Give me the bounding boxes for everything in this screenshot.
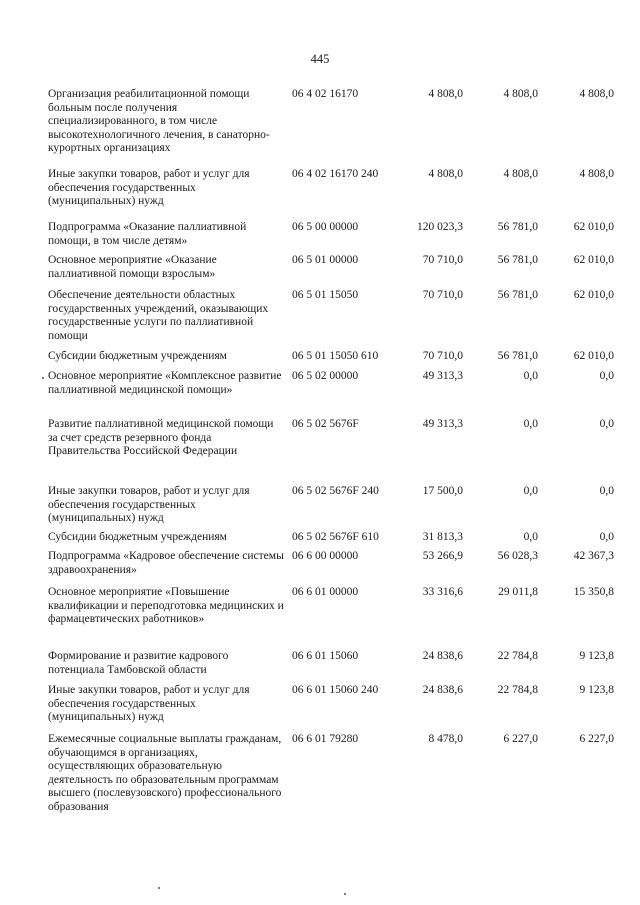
row-value-2: 56 781,0 [497, 350, 538, 362]
row-value-3: 0,0 [599, 370, 614, 382]
row-value-2: 0,0 [523, 418, 538, 430]
row-value-3: 15 350,8 [573, 586, 614, 598]
row-value-3: 62 010,0 [573, 350, 614, 362]
row-value-1: 31 813,3 [422, 531, 463, 543]
row-code: 06 4 02 16170 [292, 88, 359, 100]
row-name: Основное мероприятие «Повышение квалификации и переподготовка медицинских и фармацевтических работников» [48, 586, 284, 626]
row-value-3: 42 367,3 [573, 550, 614, 562]
row-value-1: 24 838,6 [422, 650, 463, 662]
row-value-1: 70 710,0 [422, 350, 463, 362]
row-code: 06 5 01 00000 [292, 254, 359, 266]
row-value-3: 0,0 [599, 531, 614, 543]
scan-speck [158, 887, 160, 889]
row-name: Формирование и развитие кадрового потенциала Тамбовской области [48, 650, 229, 676]
row-code: 06 6 00 00000 [292, 550, 359, 562]
row-value-2: 6 227,0 [503, 733, 538, 745]
row-code: 06 6 01 00000 [292, 586, 359, 598]
row-value-3: 6 227,0 [579, 733, 614, 745]
row-code: 06 5 02 00000 [292, 370, 359, 382]
row-name: Субсидии бюджетным учреждениям [48, 531, 227, 543]
row-value-1: 17 500,0 [422, 485, 463, 497]
row-value-1: 49 313,3 [422, 370, 463, 382]
page-number: 445 [310, 52, 330, 66]
row-value-1: 120 023,3 [417, 221, 463, 233]
row-value-2: 29 011,8 [498, 586, 538, 598]
row-code: 06 5 01 15050 [292, 289, 359, 301]
row-code: 06 5 00 00000 [292, 221, 359, 233]
row-value-2: 4 808,0 [503, 168, 538, 180]
row-code: 06 5 02 5676F [292, 418, 359, 430]
scan-speck [42, 377, 44, 379]
row-value-3: 62 010,0 [573, 289, 614, 301]
row-value-3: 9 123,8 [579, 650, 614, 662]
row-name: Субсидии бюджетным учреждениям [48, 350, 227, 362]
row-name: Основное мероприятие «Комплексное развитие паллиативной медицинской помощи» [48, 370, 282, 396]
row-name: Иные закупки товаров, работ и услуг для обеспечения государственных (муниципальных) нужд [48, 168, 250, 208]
row-value-3: 9 123,8 [579, 684, 614, 696]
row-code: 06 5 02 5676F 610 [292, 531, 379, 543]
row-value-3: 4 808,0 [579, 168, 614, 180]
row-value-3: 4 808,0 [579, 88, 614, 100]
row-value-2: 22 784,8 [497, 650, 538, 662]
row-name: Развитие паллиативной медицинской помощи за счет средств резервного фонда Правительства Российской Федерации [48, 418, 274, 458]
row-code: 06 6 01 79280 [292, 733, 359, 745]
row-name: Подпрограмма «Кадровое обеспечение системы здравоохранения» [48, 550, 284, 576]
scan-speck [344, 893, 346, 895]
row-name: Основное мероприятие «Оказание паллиативной помощи взрослым» [48, 254, 217, 280]
row-value-2: 4 808,0 [503, 88, 538, 100]
row-value-3: 0,0 [599, 418, 614, 430]
row-value-3: 62 010,0 [573, 254, 614, 266]
row-name: Организация реабилитационной помощи больным после получения специализированного, в том числе высокотехнологичного лечения, в санаторно-курортных организациях [48, 88, 270, 155]
row-value-1: 53 266,9 [422, 550, 463, 562]
row-name: Иные закупки товаров, работ и услуг для обеспечения государственных (муниципальных) нужд [48, 684, 250, 724]
row-value-1: 33 316,6 [422, 586, 463, 598]
row-value-2: 22 784,8 [497, 684, 538, 696]
row-value-2: 0,0 [523, 531, 538, 543]
row-value-2: 0,0 [523, 370, 538, 382]
row-name: Иные закупки товаров, работ и услуг для обеспечения государственных (муниципальных) нужд [48, 485, 250, 525]
row-value-1: 49 313,3 [422, 418, 463, 430]
row-value-2: 56 781,0 [497, 254, 538, 266]
row-value-2: 56 028,3 [497, 550, 538, 562]
row-value-2: 56 781,0 [497, 289, 538, 301]
row-name: Ежемесячные социальные выплаты гражданам, обучающимся в организациях, осуществляющих образовательную деятельность по образовательным программам высшего (послевузовского) профессионального образования [48, 733, 282, 813]
row-value-1: 8 478,0 [428, 733, 463, 745]
row-code: 06 6 01 15060 240 [292, 684, 379, 696]
row-value-3: 0,0 [599, 485, 614, 497]
row-value-1: 4 808,0 [428, 168, 463, 180]
row-value-3: 62 010,0 [573, 221, 614, 233]
row-value-2: 56 781,0 [497, 221, 538, 233]
row-value-2: 0,0 [523, 485, 538, 497]
row-name: Обеспечение деятельности областных государственных учреждений, оказывающих государственные услуги по паллиативной помощи [48, 289, 269, 342]
row-value-1: 24 838,6 [422, 684, 463, 696]
row-code: 06 5 01 15050 610 [292, 350, 379, 362]
row-code: 06 5 02 5676F 240 [292, 485, 379, 497]
row-value-1: 4 808,0 [428, 88, 463, 100]
row-code: 06 6 01 15060 [292, 650, 359, 662]
row-value-1: 70 710,0 [422, 254, 463, 266]
row-value-1: 70 710,0 [422, 289, 463, 301]
row-name: Подпрограмма «Оказание паллиативной помощи, в том числе детям» [48, 221, 247, 247]
row-code: 06 4 02 16170 240 [292, 168, 379, 180]
